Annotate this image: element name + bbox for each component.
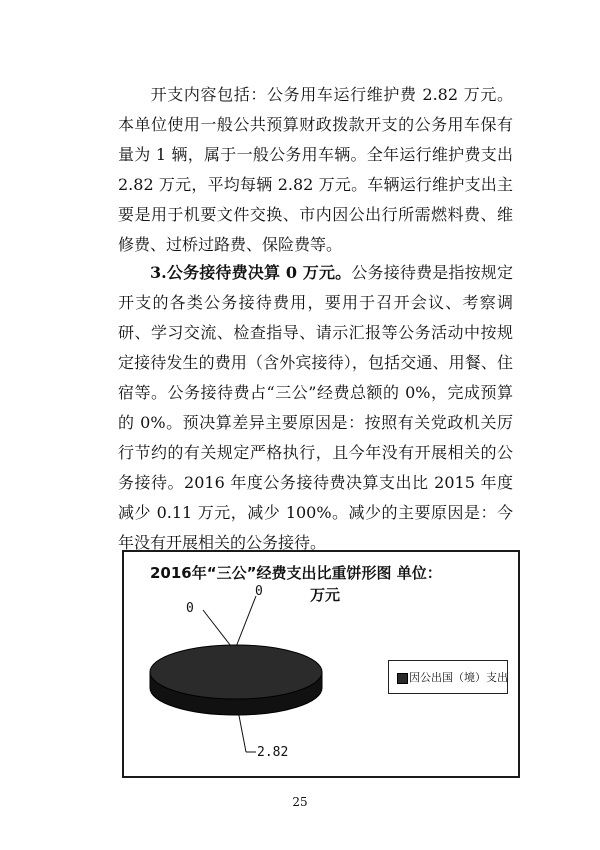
legend-swatch <box>397 673 408 684</box>
leader-line-top-right <box>234 596 256 652</box>
paragraph-text: 公务接待费是指按规定开支的各类公务接待费用，要用于召开会议、考察调研、学习交流、检查指导、请示汇报等公务活动中按规定接待发生的费用（含外宾接待），包括交通、用餐、住宿等。公务接待费占“三公”经费总额的 0%，完成预算的 0%。预决算差异主要原因是：按照有关党政机关厉行节约的有关规定严格执行，且今年没有开展相关的公务接待。2016 年度公务接待费决算支出比 2015 年度减少 0.11 万元，减少 100%。减少的主要原因是：今年没有开展相关的公务接待。 <box>118 263 513 552</box>
data-label-2.82: 2.82 <box>257 745 289 760</box>
data-label-0-left: 0 <box>186 601 194 616</box>
leader-line-top-left <box>203 610 234 650</box>
pie-slice-2.82 <box>150 645 322 699</box>
data-label-0-right: 0 <box>255 584 263 599</box>
chart-title-unit: 万元 <box>310 586 341 604</box>
chart-title: 2016年“三公”经费支出比重饼形图 单位： <box>150 564 442 582</box>
chart-legend <box>388 660 508 694</box>
page-number: 25 <box>292 795 308 809</box>
legend-entry: 因公出国（境）支出 <box>409 671 508 684</box>
paragraph-text: 开支内容包括：公务用车运行维护费 2.82 万元。本单位使用一般公共预算财政拨款开支的公务用车保有量为 1 辆，属于一般公务用车辆。全年运行维护费支出 2.82 万元，平均每辆 2.82 万元。车辆运行维护支出主要是用于机要文件交换、市内因公出行所需燃料费、维修费、过桥过路费、保险费等。 <box>118 85 513 254</box>
section-heading: 3.公务接待费决算 0 万元。 <box>150 263 352 282</box>
